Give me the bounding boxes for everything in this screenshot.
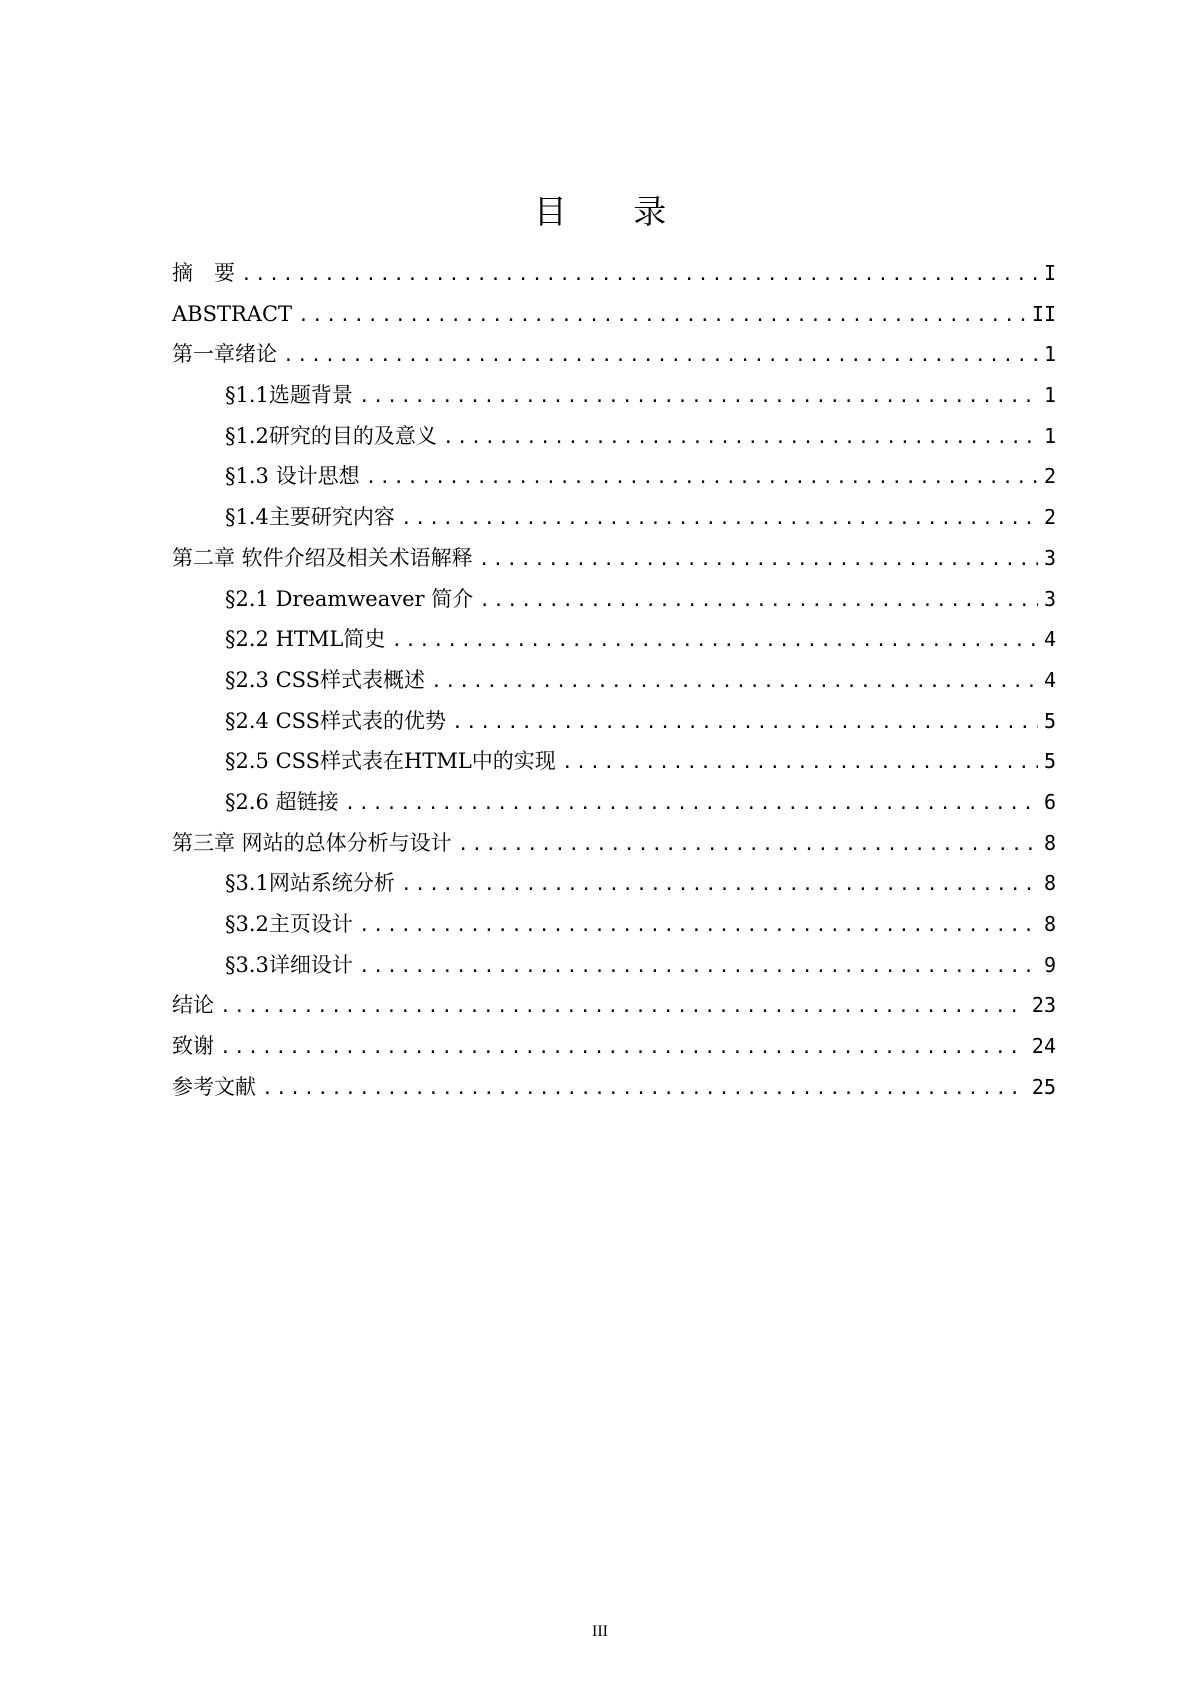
toc-entry-page: 6	[1043, 789, 1056, 814]
toc-entry-label: §3.3详细设计	[225, 952, 353, 977]
toc-dot-leader	[452, 703, 1038, 744]
toc-entry-label: §3.1网站系统分析	[225, 871, 395, 896]
toc-entry-page: 1	[1043, 342, 1056, 367]
toc-entry[interactable]	[172, 619, 1056, 660]
toc-entry-page: 5	[1043, 708, 1056, 733]
toc-dot-leader	[443, 418, 1038, 459]
toc-entry[interactable]	[172, 985, 1056, 1026]
toc-entry[interactable]	[172, 945, 1056, 986]
toc-dot-leader	[283, 336, 1038, 377]
toc-entry[interactable]	[172, 334, 1056, 375]
toc-dot-leader	[345, 784, 1038, 825]
toc-entry[interactable]	[172, 701, 1056, 742]
toc-dot-leader	[366, 458, 1038, 499]
toc-entry-label: §2.1 Dreamweaver 简介	[225, 586, 474, 611]
toc-dot-leader	[262, 1069, 1026, 1110]
toc-entry-page: 2	[1043, 505, 1056, 530]
toc-entry[interactable]	[172, 497, 1056, 538]
toc-dot-leader	[431, 662, 1038, 703]
toc-entry-label: 致谢	[172, 1034, 214, 1059]
toc-entry-page: II	[1031, 301, 1056, 326]
toc-entry[interactable]	[172, 782, 1056, 823]
toc-entry-page: 9	[1043, 952, 1056, 977]
toc-entry[interactable]	[172, 579, 1056, 620]
toc-entry[interactable]	[172, 416, 1056, 457]
toc-entry[interactable]	[172, 375, 1056, 416]
toc-entry-label: §1.4主要研究内容	[225, 505, 395, 530]
toc-entry-label: §2.6 超链接	[225, 789, 339, 814]
toc-entry[interactable]	[172, 823, 1056, 864]
toc-dot-leader	[359, 377, 1038, 418]
table-of-contents	[172, 253, 1056, 1107]
toc-entry-label: 摘 要	[172, 261, 235, 285]
toc-entry-page: 4	[1043, 667, 1056, 692]
toc-entry[interactable]	[172, 660, 1056, 701]
toc-entry-label: §2.5 CSS样式表在HTML中的实现	[225, 749, 556, 774]
toc-entry[interactable]	[172, 741, 1056, 782]
toc-dot-leader	[479, 540, 1038, 581]
toc-entry-label: §2.2 HTML简史	[225, 627, 386, 652]
toc-entry-page: 3	[1043, 545, 1056, 570]
toc-entry-page: 8	[1043, 830, 1056, 855]
toc-entry[interactable]	[172, 1026, 1056, 1067]
toc-entry[interactable]	[172, 1067, 1056, 1108]
toc-entry-page: 8	[1043, 912, 1056, 936]
toc-dot-leader	[479, 581, 1038, 622]
toc-entry-label: 第一章绪论	[172, 342, 277, 367]
toc-entry[interactable]	[172, 904, 1056, 945]
toc-dot-leader	[401, 499, 1038, 540]
toc-dot-leader	[359, 906, 1038, 947]
toc-dot-leader	[359, 947, 1038, 988]
toc-entry-label: 参考文献	[172, 1074, 256, 1099]
toc-entry-label: §2.4 CSS样式表的优势	[225, 708, 447, 733]
toc-entry[interactable]	[172, 538, 1056, 579]
toc-entry-label: §3.2主页设计	[225, 912, 353, 936]
toc-entry-label: §2.3 CSS样式表概述	[225, 667, 426, 692]
toc-dot-leader	[562, 743, 1038, 784]
toc-entry-page: 3	[1043, 586, 1056, 611]
toc-entry-page: 5	[1043, 749, 1056, 774]
toc-entry-label: §1.2研究的目的及意义	[225, 423, 437, 448]
toc-entry-page: 4	[1043, 627, 1056, 652]
toc-entry-page: 2	[1043, 464, 1056, 489]
toc-dot-leader	[401, 865, 1038, 906]
toc-entry-page: 8	[1043, 871, 1056, 896]
page-title: 目 录	[533, 192, 695, 231]
toc-entry-page: 1	[1043, 423, 1056, 448]
toc-entry-label: ABSTRACT	[172, 301, 293, 326]
page-number: III	[592, 1623, 608, 1640]
toc-entry-label: 结论	[172, 993, 214, 1018]
toc-entry-label: 第三章 网站的总体分析与设计	[172, 830, 452, 855]
toc-entry-label: §1.1选题背景	[225, 383, 353, 408]
toc-entry-page: 1	[1043, 383, 1056, 408]
toc-dot-leader	[220, 1028, 1026, 1069]
toc-entry-page: 23	[1031, 993, 1056, 1018]
toc-entry-page: 25	[1031, 1074, 1056, 1099]
toc-entry-label: §1.3 设计思想	[225, 464, 360, 489]
toc-entry-label: 第二章 软件介绍及相关术语解释	[172, 545, 473, 570]
toc-dot-leader	[241, 255, 1038, 296]
toc-entry[interactable]	[172, 863, 1056, 904]
toc-dot-leader	[391, 621, 1038, 662]
toc-dot-leader	[220, 987, 1026, 1028]
toc-entry[interactable]	[172, 253, 1056, 294]
toc-entry-page: I	[1043, 261, 1056, 285]
toc-entry-page: 24	[1031, 1034, 1056, 1059]
toc-entry[interactable]	[172, 294, 1056, 335]
toc-dot-leader	[458, 825, 1038, 866]
toc-entry[interactable]	[172, 456, 1056, 497]
toc-dot-leader	[298, 296, 1026, 337]
